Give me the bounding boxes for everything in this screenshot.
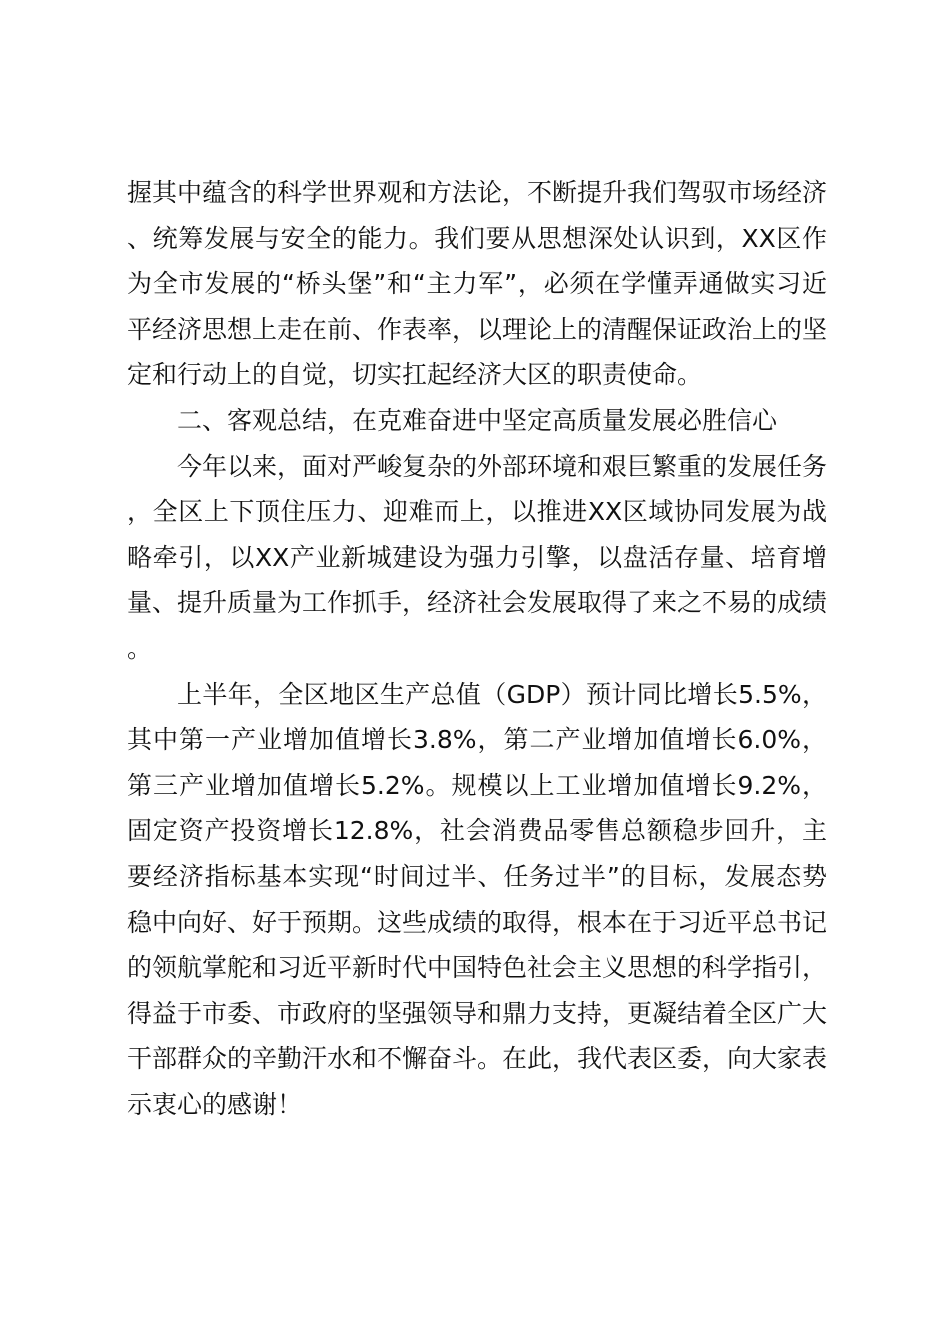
paragraph-overview: 今年以来，面对严峻复杂的外部环境和艰巨繁重的发展任务，全区上下顶住压力、迎难而上，以推进XX区域协同发展为战略牵引，以XX产业新城建设为强力引擎，以盘活存量、培育增量、提升质量为工作抓手，经济社会发展取得了来之不易的成绩。 [127,451,828,663]
paragraph-continuation: 握其中蕴含的科学世界观和方法论，不断提升我们驾驭市场经济、统筹发展与安全的能力。我们要从思想深处认识到，XX区作为全市发展的“桥头堡”和“主力军”，必须在学懂弄通做实习近平经济思想上走在前、作表率，以理论上的清醒保证政治上的坚定和行动上的自觉，切实扛起经济大区的职责使命。 [127,178,828,390]
section-heading: 二、客观总结，在克难奋进中坚定高质量发展必胜信心 [177,405,778,435]
document-body [127,170,827,1127]
paragraph-statistics: 上半年，全区地区生产总值（GDP）预计同比增长5.5%，其中第一产业增加值增长3.8%，第二产业增加值增长6.0%，第三产业增加值增长5.2%。规模以上工业增加值增长9.2%，固定资产投资增长12.8%，社会消费品零售总额稳步回升，主要经济指标基本实现“时间过半、任务过半”的目标，发展态势稳中向好、好于预期。这些成绩的取得，根本在于习近平总书记的领航掌舵和习近平新时代中国特色社会主义思想的科学指引，得益于市委、市政府的坚强领导和鼎力支持，更凝结着全区广大干部群众的辛勤汗水和不懈奋斗。在此，我代表区委，向大家表示衷心的感谢！ [127,679,828,1119]
